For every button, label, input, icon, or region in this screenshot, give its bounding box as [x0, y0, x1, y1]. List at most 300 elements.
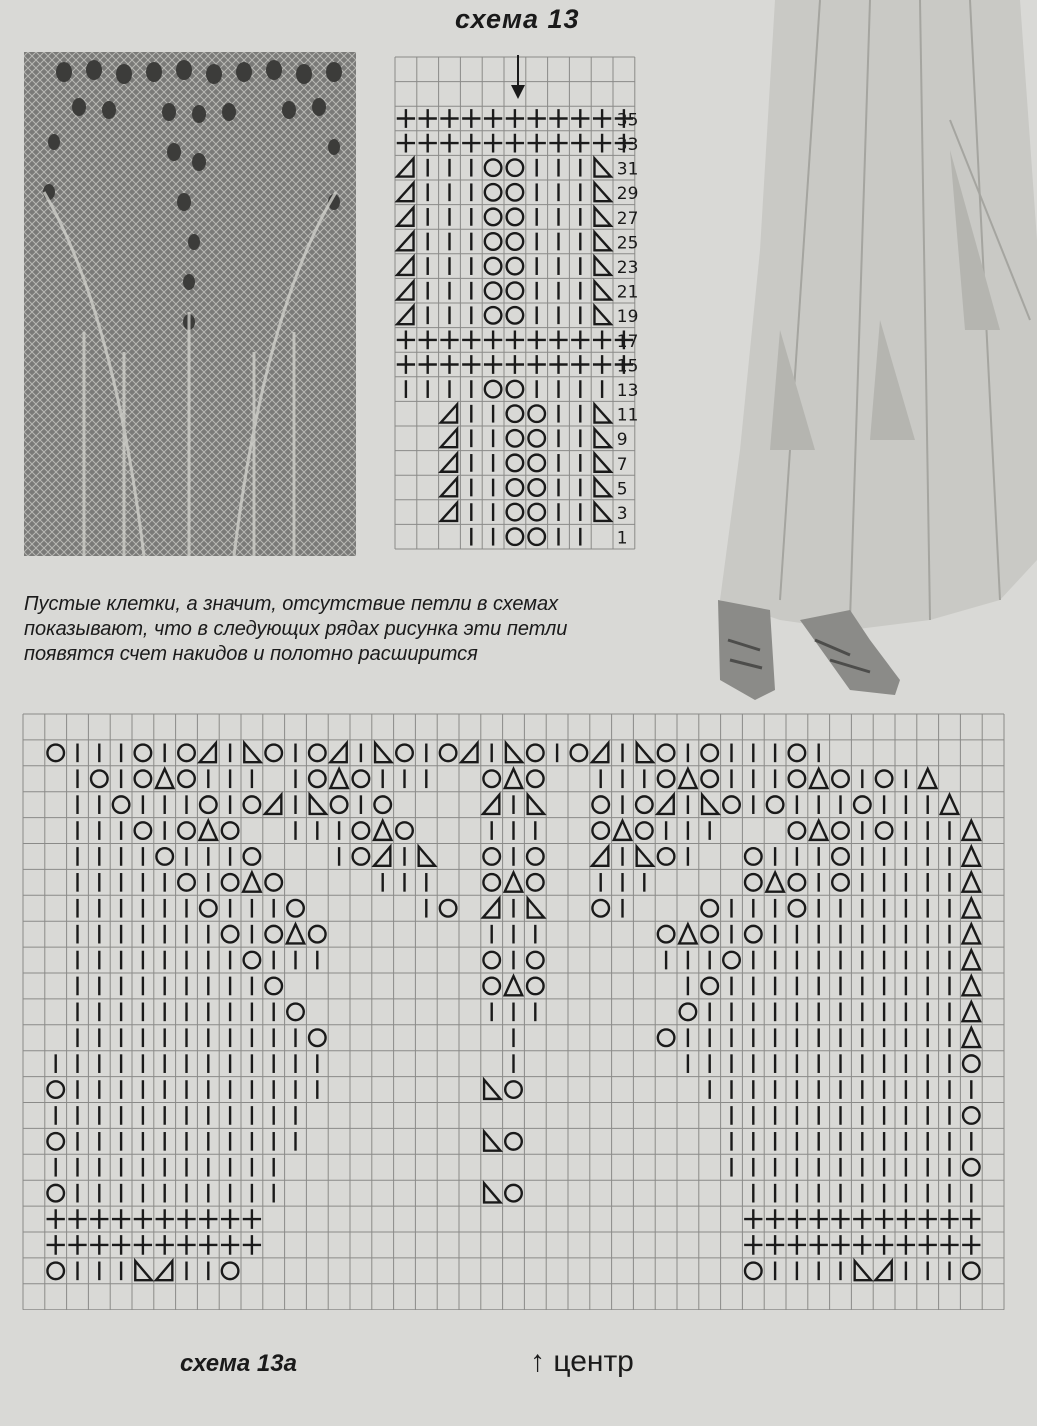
- purl-stitch-symbol: [962, 1209, 980, 1229]
- triangle-decrease-symbol: [919, 769, 936, 788]
- yarn-over-symbol: [701, 770, 718, 787]
- row-number: 27: [616, 208, 639, 229]
- yarn-over-symbol: [658, 848, 675, 865]
- row-number: 31: [616, 159, 639, 180]
- left-decrease-symbol: [506, 743, 522, 762]
- yarn-over-symbol: [287, 900, 304, 917]
- left-decrease-symbol: [702, 795, 718, 814]
- yarn-over-symbol: [507, 307, 524, 324]
- yarn-over-symbol: [485, 307, 502, 324]
- yarn-over-symbol: [222, 1263, 239, 1280]
- yarn-over-symbol: [353, 822, 370, 839]
- yarn-over-symbol: [832, 822, 849, 839]
- yarn-over-symbol: [636, 796, 653, 813]
- purl-stitch-symbol: [962, 1235, 980, 1255]
- left-decrease-symbol: [637, 743, 653, 762]
- left-decrease-symbol: [135, 1261, 151, 1280]
- yarn-over-symbol: [483, 770, 500, 787]
- yarn-over-symbol: [789, 745, 806, 762]
- caption-line: появятся счет накидов и полотно расширится: [24, 643, 478, 665]
- yarn-over-symbol: [723, 952, 740, 969]
- right-decrease-symbol: [397, 257, 413, 275]
- row-number: 17: [616, 331, 639, 352]
- yarn-over-symbol: [47, 1263, 64, 1280]
- yarn-over-symbol: [309, 745, 326, 762]
- dress-illustration: [700, 0, 1037, 705]
- yarn-over-symbol: [876, 822, 893, 839]
- triangle-decrease-symbol: [330, 769, 347, 788]
- row-number: 3: [616, 503, 628, 524]
- left-decrease-symbol: [855, 1261, 871, 1280]
- yarn-over-symbol: [265, 874, 282, 891]
- row-number: 15: [616, 356, 639, 377]
- yarn-over-symbol: [745, 1263, 762, 1280]
- purl-stitch-symbol: [134, 1235, 152, 1255]
- purl-stitch-symbol: [243, 1235, 261, 1255]
- yarn-over-symbol: [178, 822, 195, 839]
- row-number: 13: [616, 380, 639, 401]
- yarn-over-symbol: [178, 874, 195, 891]
- yarn-over-symbol: [832, 874, 849, 891]
- yarn-over-symbol: [832, 770, 849, 787]
- purl-stitch-symbol: [462, 109, 480, 128]
- purl-stitch-symbol: [484, 331, 502, 350]
- purl-stitch-symbol: [766, 1235, 784, 1255]
- triangle-decrease-symbol: [679, 769, 696, 788]
- left-decrease-symbol: [484, 1080, 500, 1099]
- yarn-over-symbol: [135, 770, 152, 787]
- yarn-over-symbol: [331, 796, 348, 813]
- purl-stitch-symbol: [875, 1235, 893, 1255]
- yarn-over-symbol: [527, 745, 544, 762]
- right-decrease-symbol: [592, 743, 608, 762]
- yarn-over-symbol: [156, 848, 173, 865]
- left-decrease-symbol: [594, 281, 610, 299]
- purl-stitch-symbol: [571, 355, 589, 374]
- purl-stitch-symbol: [593, 109, 611, 128]
- yarn-over-symbol: [701, 926, 718, 943]
- purl-stitch-symbol: [47, 1209, 65, 1229]
- purl-stitch-symbol: [528, 134, 546, 153]
- yarn-over-symbol: [483, 952, 500, 969]
- yarn-over-symbol: [745, 926, 762, 943]
- yarn-over-symbol: [592, 796, 609, 813]
- row-number: 33: [616, 134, 639, 155]
- purl-stitch-symbol: [68, 1209, 86, 1229]
- centre-label-text: центр: [553, 1345, 634, 1378]
- yarn-over-symbol: [527, 770, 544, 787]
- yarn-over-symbol: [658, 745, 675, 762]
- yarn-over-symbol: [222, 874, 239, 891]
- yarn-over-symbol: [507, 184, 524, 201]
- yarn-over-symbol: [507, 233, 524, 250]
- right-decrease-symbol: [875, 1261, 891, 1280]
- row-number: 5: [616, 479, 628, 500]
- purl-stitch-symbol: [506, 355, 524, 374]
- yarn-over-symbol: [244, 848, 261, 865]
- triangle-decrease-symbol: [287, 924, 304, 943]
- yarn-over-symbol: [485, 159, 502, 176]
- purl-stitch-symbol: [462, 355, 480, 374]
- chart13-grid: [395, 57, 635, 549]
- yarn-over-symbol: [483, 848, 500, 865]
- purl-stitch-symbol: [177, 1235, 195, 1255]
- yarn-over-symbol: [265, 745, 282, 762]
- left-decrease-symbol: [594, 478, 610, 496]
- left-decrease-symbol: [310, 795, 326, 814]
- yarn-over-symbol: [200, 900, 217, 917]
- row-number: 1: [616, 528, 628, 549]
- yarn-over-symbol: [485, 209, 502, 226]
- right-decrease-symbol: [461, 743, 477, 762]
- chart13a-title: схема 13а: [180, 1350, 297, 1377]
- yarn-over-symbol: [528, 405, 545, 422]
- yarn-over-symbol: [658, 926, 675, 943]
- yarn-over-symbol: [507, 159, 524, 176]
- right-decrease-symbol: [265, 795, 281, 814]
- yarn-over-symbol: [963, 1107, 980, 1124]
- yarn-over-symbol: [200, 796, 217, 813]
- triangle-decrease-symbol: [505, 976, 522, 995]
- purl-stitch-symbol: [462, 134, 480, 153]
- purl-stitch-symbol: [440, 109, 458, 128]
- purl-stitch-symbol: [528, 331, 546, 350]
- purl-stitch-symbol: [419, 355, 437, 374]
- yarn-over-symbol: [396, 745, 413, 762]
- yarn-over-symbol: [745, 848, 762, 865]
- right-decrease-symbol: [330, 743, 346, 762]
- left-decrease-symbol: [594, 232, 610, 250]
- right-decrease-symbol: [592, 847, 608, 866]
- purl-stitch-symbol: [788, 1209, 806, 1229]
- yarn-over-symbol: [309, 1029, 326, 1046]
- triangle-decrease-symbol: [243, 873, 260, 892]
- yarn-over-symbol: [528, 504, 545, 521]
- triangle-decrease-symbol: [614, 821, 631, 840]
- yarn-over-symbol: [571, 745, 588, 762]
- purl-stitch-symbol: [571, 331, 589, 350]
- purl-stitch-symbol: [221, 1209, 239, 1229]
- yarn-over-symbol: [485, 233, 502, 250]
- dress-photo: [700, 0, 1037, 705]
- yarn-over-symbol: [485, 381, 502, 398]
- purl-stitch-symbol: [571, 134, 589, 153]
- yarn-over-symbol: [528, 528, 545, 545]
- up-arrow-icon: ↑: [530, 1345, 545, 1378]
- row-number: 25: [616, 233, 639, 254]
- yarn-over-symbol: [47, 1081, 64, 1098]
- purl-stitch-symbol: [766, 1209, 784, 1229]
- yarn-over-symbol: [701, 978, 718, 995]
- yarn-over-symbol: [287, 1004, 304, 1021]
- purl-stitch-symbol: [853, 1235, 871, 1255]
- right-decrease-symbol: [200, 743, 216, 762]
- swatch-photo-illustration: [24, 52, 356, 556]
- left-decrease-symbol: [594, 404, 610, 422]
- right-decrease-symbol: [397, 183, 413, 201]
- purl-stitch-symbol: [68, 1235, 86, 1255]
- yarn-over-symbol: [135, 745, 152, 762]
- purl-stitch-symbol: [199, 1209, 217, 1229]
- triangle-decrease-symbol: [679, 924, 696, 943]
- left-decrease-symbol: [419, 847, 435, 866]
- yarn-over-symbol: [528, 479, 545, 496]
- yarn-over-symbol: [485, 184, 502, 201]
- left-decrease-symbol: [594, 503, 610, 521]
- right-decrease-symbol: [397, 306, 413, 324]
- triangle-decrease-symbol: [963, 1028, 980, 1047]
- purl-stitch-symbol: [134, 1209, 152, 1229]
- yarn-over-symbol: [832, 848, 849, 865]
- yarn-over-symbol: [507, 381, 524, 398]
- yarn-over-symbol: [876, 770, 893, 787]
- purl-stitch-symbol: [397, 355, 415, 374]
- left-decrease-symbol: [594, 257, 610, 275]
- chart13a-symbols: [47, 743, 981, 1280]
- yarn-over-symbol: [701, 745, 718, 762]
- purl-stitch-symbol: [506, 331, 524, 350]
- triangle-decrease-symbol: [963, 873, 980, 892]
- yarn-over-symbol: [135, 822, 152, 839]
- yarn-over-symbol: [745, 874, 762, 891]
- yarn-over-symbol: [265, 978, 282, 995]
- purl-stitch-symbol: [397, 109, 415, 128]
- purl-stitch-symbol: [549, 134, 567, 153]
- yarn-over-symbol: [113, 796, 130, 813]
- purl-stitch-symbol: [419, 109, 437, 128]
- right-decrease-symbol: [397, 281, 413, 299]
- row-number: 21: [616, 282, 639, 303]
- left-decrease-symbol: [637, 847, 653, 866]
- yarn-over-symbol: [507, 258, 524, 275]
- purl-stitch-symbol: [484, 109, 502, 128]
- purl-stitch-symbol: [462, 331, 480, 350]
- swatch-photo: [24, 52, 356, 556]
- yarn-over-symbol: [789, 770, 806, 787]
- right-decrease-symbol: [156, 1261, 172, 1280]
- yarn-over-symbol: [353, 848, 370, 865]
- caption-line: показывают, что в следующих рядах рисунка эти петли: [24, 618, 568, 640]
- purl-stitch-symbol: [853, 1209, 871, 1229]
- purl-stitch-symbol: [593, 355, 611, 374]
- purl-stitch-symbol: [177, 1209, 195, 1229]
- purl-stitch-symbol: [831, 1235, 849, 1255]
- purl-stitch-symbol: [243, 1209, 261, 1229]
- row-number: 9: [616, 430, 628, 451]
- yarn-over-symbol: [178, 770, 195, 787]
- yarn-over-symbol: [178, 745, 195, 762]
- purl-stitch-symbol: [397, 331, 415, 350]
- left-decrease-symbol: [594, 208, 610, 226]
- left-decrease-symbol: [594, 306, 610, 324]
- right-decrease-symbol: [657, 795, 673, 814]
- yarn-over-symbol: [505, 1081, 522, 1098]
- row-number: 29: [616, 184, 639, 205]
- yarn-over-symbol: [636, 822, 653, 839]
- purl-stitch-symbol: [571, 109, 589, 128]
- yarn-over-symbol: [353, 770, 370, 787]
- purl-stitch-symbol: [419, 331, 437, 350]
- yarn-over-symbol: [505, 1185, 522, 1202]
- purl-stitch-symbol: [528, 109, 546, 128]
- purl-stitch-symbol: [47, 1235, 65, 1255]
- yarn-over-symbol: [963, 1159, 980, 1176]
- purl-stitch-symbol: [156, 1235, 174, 1255]
- purl-stitch-symbol: [199, 1235, 217, 1255]
- yarn-over-symbol: [658, 1029, 675, 1046]
- purl-stitch-symbol: [593, 134, 611, 153]
- purl-stitch-symbol: [440, 134, 458, 153]
- purl-stitch-symbol: [112, 1235, 130, 1255]
- yarn-over-symbol: [789, 900, 806, 917]
- yarn-over-symbol: [789, 822, 806, 839]
- yarn-over-symbol: [222, 822, 239, 839]
- purl-stitch-symbol: [897, 1209, 915, 1229]
- right-decrease-symbol: [441, 404, 457, 422]
- purl-stitch-symbol: [440, 331, 458, 350]
- left-decrease-symbol: [594, 158, 610, 176]
- triangle-decrease-symbol: [963, 950, 980, 969]
- yarn-over-symbol: [658, 770, 675, 787]
- purl-stitch-symbol: [156, 1209, 174, 1229]
- yarn-over-symbol: [592, 822, 609, 839]
- left-decrease-symbol: [528, 898, 544, 917]
- yarn-over-symbol: [527, 978, 544, 995]
- purl-stitch-symbol: [744, 1235, 762, 1255]
- row-number: 11: [616, 405, 639, 426]
- row-number: 23: [616, 257, 639, 278]
- triangle-decrease-symbol: [810, 821, 827, 840]
- yarn-over-symbol: [527, 874, 544, 891]
- purl-stitch-symbol: [831, 1209, 849, 1229]
- triangle-decrease-symbol: [505, 769, 522, 788]
- right-decrease-symbol: [441, 478, 457, 496]
- yarn-over-symbol: [47, 1133, 64, 1150]
- left-decrease-symbol: [594, 429, 610, 447]
- purl-stitch-symbol: [506, 134, 524, 153]
- yarn-over-symbol: [527, 848, 544, 865]
- yarn-over-symbol: [440, 745, 457, 762]
- purl-stitch-symbol: [484, 355, 502, 374]
- triangle-decrease-symbol: [766, 873, 783, 892]
- right-decrease-symbol: [397, 158, 413, 176]
- right-decrease-symbol: [441, 429, 457, 447]
- right-decrease-symbol: [441, 503, 457, 521]
- purl-stitch-symbol: [528, 355, 546, 374]
- purl-stitch-symbol: [940, 1209, 958, 1229]
- purl-stitch-symbol: [506, 109, 524, 128]
- left-decrease-symbol: [244, 743, 260, 762]
- yarn-over-symbol: [309, 926, 326, 943]
- chart13: [393, 55, 675, 557]
- left-decrease-symbol: [594, 454, 610, 472]
- caption: [24, 592, 684, 667]
- right-decrease-symbol: [483, 898, 499, 917]
- purl-stitch-symbol: [549, 355, 567, 374]
- yarn-over-symbol: [505, 1133, 522, 1150]
- yarn-over-symbol: [507, 528, 524, 545]
- yarn-over-symbol: [528, 430, 545, 447]
- triangle-decrease-symbol: [941, 795, 958, 814]
- left-decrease-symbol: [484, 1183, 500, 1202]
- right-decrease-symbol: [374, 847, 390, 866]
- purl-stitch-symbol: [397, 134, 415, 153]
- triangle-decrease-symbol: [963, 976, 980, 995]
- row-number: 35: [616, 110, 639, 131]
- yarn-over-symbol: [789, 874, 806, 891]
- yarn-over-symbol: [485, 282, 502, 299]
- purl-stitch-symbol: [788, 1235, 806, 1255]
- yarn-over-symbol: [507, 405, 524, 422]
- purl-stitch-symbol: [549, 109, 567, 128]
- purl-stitch-symbol: [221, 1235, 239, 1255]
- yarn-over-symbol: [222, 926, 239, 943]
- centre-label: [530, 1345, 634, 1379]
- triangle-decrease-symbol: [963, 898, 980, 917]
- chart13a: [22, 713, 1006, 1310]
- purl-stitch-symbol: [810, 1209, 828, 1229]
- yarn-over-symbol: [507, 209, 524, 226]
- triangle-decrease-symbol: [810, 769, 827, 788]
- yarn-over-symbol: [265, 926, 282, 943]
- yarn-over-symbol: [244, 952, 261, 969]
- yarn-over-symbol: [47, 745, 64, 762]
- start-arrow: [511, 55, 525, 99]
- yarn-over-symbol: [244, 796, 261, 813]
- purl-stitch-symbol: [744, 1209, 762, 1229]
- purl-stitch-symbol: [940, 1235, 958, 1255]
- triangle-decrease-symbol: [963, 924, 980, 943]
- yarn-over-symbol: [527, 952, 544, 969]
- purl-stitch-symbol: [919, 1209, 937, 1229]
- yarn-over-symbol: [507, 455, 524, 472]
- purl-stitch-symbol: [549, 331, 567, 350]
- yarn-over-symbol: [507, 282, 524, 299]
- right-decrease-symbol: [483, 795, 499, 814]
- yarn-over-symbol: [528, 455, 545, 472]
- yarn-over-symbol: [396, 822, 413, 839]
- chart13-title: схема 13: [455, 4, 580, 34]
- yarn-over-symbol: [854, 796, 871, 813]
- right-decrease-symbol: [397, 232, 413, 250]
- left-decrease-symbol: [528, 795, 544, 814]
- triangle-decrease-symbol: [963, 821, 980, 840]
- right-decrease-symbol: [397, 208, 413, 226]
- right-decrease-symbol: [441, 454, 457, 472]
- triangle-decrease-symbol: [200, 821, 217, 840]
- purl-stitch-symbol: [810, 1235, 828, 1255]
- yarn-over-symbol: [767, 796, 784, 813]
- purl-stitch-symbol: [484, 134, 502, 153]
- yarn-over-symbol: [91, 770, 108, 787]
- caption-line: Пустые клетки, а значит, отсутствие петли в схемах: [24, 593, 559, 615]
- purl-stitch-symbol: [419, 134, 437, 153]
- purl-stitch-symbol: [875, 1209, 893, 1229]
- purl-stitch-symbol: [90, 1235, 108, 1255]
- yarn-over-symbol: [309, 770, 326, 787]
- purl-stitch-symbol: [90, 1209, 108, 1229]
- triangle-decrease-symbol: [156, 769, 173, 788]
- left-decrease-symbol: [375, 743, 391, 762]
- yarn-over-symbol: [963, 1055, 980, 1072]
- row-number: 7: [616, 454, 628, 475]
- yarn-over-symbol: [485, 258, 502, 275]
- left-decrease-symbol: [484, 1132, 500, 1151]
- purl-stitch-symbol: [440, 355, 458, 374]
- triangle-decrease-symbol: [963, 1002, 980, 1021]
- purl-stitch-symbol: [897, 1235, 915, 1255]
- row-number: 19: [616, 307, 639, 328]
